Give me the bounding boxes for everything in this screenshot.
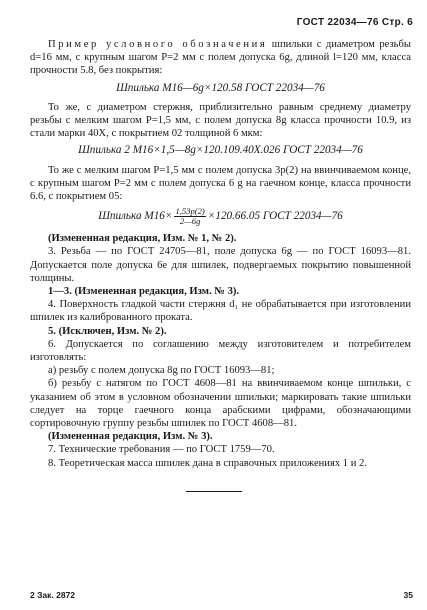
clause-6: 6. Допускается по соглашению между изготовителем и потребителем изготовлять:: [30, 338, 411, 364]
clause-5: 5. (Исключен, Изм. № 2).: [48, 325, 167, 337]
clause-3: 3. Резьба — по ГОСТ 24705—81, поле допуска 6g — по ГОСТ 16093—81. Допускается поле допуска 6е для шпилек, подвергаемых покрытию повышенной толщины.: [30, 246, 411, 284]
page-header: ГОСТ 22034—76 Стр. 6: [296, 17, 413, 28]
edit-note-2: 1—3. (Измененная редакция, Изм. № 3).: [48, 286, 240, 298]
clause-4: 4. Поверхность гладкой части стержня d₁ не обрабатывается при изготовлении шпилек из калиброванного проката.: [30, 299, 411, 324]
clause-7: 7. Технические требования — по ГОСТ 1759—70.: [48, 444, 275, 456]
example-text: шпильки с диаметром резьбы d=16 мм, с крупным шагом P=2 мм с полем допуска 6g, длиной l=120 мм, класса прочности 5.8, без покрытия:: [30, 39, 412, 77]
print-order-number: 2 Зак. 2872: [30, 590, 76, 600]
fraction-numerator: 1,53p(2): [175, 206, 205, 217]
paragraph-same-fine-pitch: То же, с диаметром стержня, приблизительно равным среднему диаметру резьбы с мелким шагом P=1,5 мм, с полем допуска 8g класса прочности 10.9, из стали марки 40Х, с покрытием 02 толщиной 6 мкм:: [30, 101, 411, 140]
section-divider: [186, 491, 242, 492]
page-number: 35: [403, 590, 413, 600]
clause-6a: а) резьбу с полем допуска 8g по ГОСТ 16093—81;: [48, 365, 275, 377]
example-heading: Пример условного обозначения: [48, 39, 268, 50]
paragraph-same-mixed-pitch: То же с мелким шагом P=1,5 мм с полем допуска 3p(2) на ввинчиваемом конце, с крупным шагом P=2 мм с полем допуска 6 g на гаечном конце, класса прочности 6.6, с покрытием 05:: [30, 164, 411, 203]
document-body: [30, 38, 411, 470]
designation-formula-3: [30, 207, 411, 226]
edit-note-1: (Измененная редакция, Изм. № 1, № 2).: [48, 233, 237, 245]
designation-formula-2: Шпилька 2 М16×1,5—8g×120.109.40Х.026 ГОСТ 22034—76: [78, 144, 363, 157]
designation-formula-1: Шпилька М16—6g×120.58 ГОСТ 22034—76: [116, 81, 325, 94]
formula-3-prefix: Шпилька М16×: [98, 210, 173, 223]
formula-3-suffix: ×120.66.05 ГОСТ 22034—76: [207, 210, 343, 223]
edit-note-3: (Измененная редакция, Изм. № 3).: [48, 431, 213, 443]
fraction-denominator: 2—6g: [179, 216, 201, 227]
example-paragraph: [30, 38, 411, 78]
formula-3-fraction: [174, 207, 205, 226]
clause-8: 8. Теоретическая масса шпилек дана в справочных приложениях 1 и 2.: [48, 457, 368, 469]
clause-6b: б) резьбу с натягом по ГОСТ 4608—81 на ввинчиваемом конце шпильки, с указанием об этом в условном обозначении шпильки; маркировать такие шпильки следует на торце гаечного конца арабскими цифрами, обозначающими сортировочную группу резьбы шпилек по ГОСТ 4608—81.: [30, 378, 411, 430]
